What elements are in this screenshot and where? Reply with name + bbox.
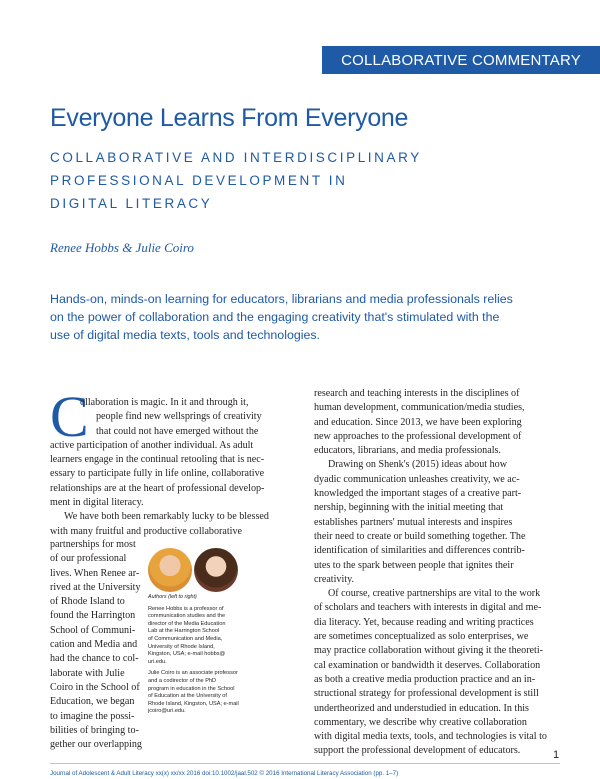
subtitle-line: DIGITAL LITERACY bbox=[50, 196, 213, 211]
drop-cap: C bbox=[50, 384, 89, 449]
body-line: establishes partners' mutual interests and inspires bbox=[314, 516, 513, 528]
body-line: nership, beginning with the initial meeting that bbox=[314, 502, 504, 514]
body-line: active participation of another individual. As adult bbox=[50, 439, 254, 451]
bio-line: Renee Hobbs is a professor of bbox=[148, 605, 224, 612]
bio-line: of Communication and Media, bbox=[148, 635, 223, 642]
body-line: that could not have emerged without the bbox=[96, 425, 259, 437]
body-line: Coiro in the School of bbox=[50, 681, 140, 693]
body-line: ment in digital literacy. bbox=[50, 497, 144, 509]
author-photo-coiro bbox=[194, 548, 238, 592]
body-line: had the chance to col- bbox=[50, 653, 139, 665]
body-line: with many fruitful and productive collaborative bbox=[50, 525, 243, 537]
body-line: cal examination or bandwidth it deserves. Collaboration bbox=[314, 659, 541, 671]
journal-footer: Journal of Adolescent & Adult Literacy xx(x) xx/xx 2016 doi:10.1002/jaal.502 © 2016 International Literacy Association (pp. 1–7) bbox=[50, 770, 399, 777]
page-number: 1 bbox=[553, 749, 560, 761]
bio-line: uri.edu. bbox=[148, 658, 167, 665]
body-line: School of Communi- bbox=[50, 624, 136, 636]
body-line: creativity. bbox=[314, 573, 354, 585]
body-column-left bbox=[50, 396, 286, 539]
body-line: ollaboration is magic. In it and through it, bbox=[80, 397, 249, 408]
body-line: dyadic communication unleashes creativity, we ac- bbox=[314, 473, 520, 485]
body-line: Drawing on Shenk's (2015) ideas about how bbox=[328, 459, 507, 471]
body-line: partnerships for most bbox=[50, 539, 136, 550]
body-line: commentary, we describe why creative collaboration bbox=[314, 716, 527, 728]
body-line: of Rhode Island to bbox=[50, 596, 125, 608]
bio-line: of Education at the University of bbox=[148, 693, 227, 700]
author-bio-coiro bbox=[148, 670, 288, 716]
article-subtitle bbox=[50, 146, 470, 215]
body-column-right bbox=[314, 387, 548, 759]
body-line: support the professional development of educators. bbox=[314, 745, 521, 757]
body-line: rived at the University bbox=[50, 581, 141, 593]
body-line: bilities of bringing to- bbox=[50, 724, 139, 736]
body-line: of scholars and teachers with interests in digital and me- bbox=[314, 602, 542, 614]
body-line: structional strategy for professional development is still bbox=[314, 688, 539, 700]
body-line: found the Harrington bbox=[50, 610, 136, 622]
body-line: human development, communication/media studies, bbox=[314, 402, 525, 414]
author-photo-hobbs bbox=[148, 548, 192, 592]
body-line: and education. Since 2013, we have been exploring bbox=[314, 416, 522, 428]
abstract-line: Hands-on, minds-on learning for educators, librarians and media professionals relies bbox=[50, 292, 513, 306]
author-photos bbox=[148, 548, 248, 592]
body-line: identification of similarities and differences contrib- bbox=[314, 545, 525, 557]
body-line: research and teaching interests in the disciplines of bbox=[314, 388, 520, 399]
bio-line: Rhode Island, Kingston, USA; e-mail bbox=[148, 700, 239, 707]
bio-line: Lab at the Harrington School bbox=[148, 628, 220, 635]
bio-line: Julie Coiro is an associate professor bbox=[148, 670, 238, 677]
body-line: learners engage in the continual retooling that is nec- bbox=[50, 454, 265, 466]
body-line: with digital media texts, tools, and technologies is vital to bbox=[314, 731, 547, 743]
abstract-line: on the power of collaboration and the engaging creativity that's stimulated with the bbox=[50, 310, 500, 324]
abstract bbox=[50, 290, 560, 344]
body-line: Of course, creative partnerships are vital to the work bbox=[328, 588, 541, 600]
bio-line: University of Rhode Island, bbox=[148, 643, 215, 650]
body-line: utes to the spark between people that ignites their bbox=[314, 559, 514, 571]
body-line: as both a creative media production practice and an in- bbox=[314, 673, 536, 685]
body-line: new approaches to the professional development of bbox=[314, 430, 522, 442]
body-line: educators, librarians, and media professionals. bbox=[314, 445, 501, 457]
bio-line: director of the Media Education bbox=[148, 620, 226, 627]
body-line: are sometimes conceptualized as solo enterprises, we bbox=[314, 631, 529, 643]
author-bio-hobbs bbox=[148, 606, 288, 667]
author-byline: Renee Hobbs & Julie Coiro bbox=[50, 240, 194, 255]
body-line: essary to participate fully in life online, collaborative bbox=[50, 468, 265, 480]
body-line: relationships are at the heart of professional develop- bbox=[50, 482, 265, 494]
body-line: We have both been remarkably lucky to be blessed bbox=[64, 511, 269, 523]
subtitle-line: COLLABORATIVE AND INTERDISCIPLINARY bbox=[50, 150, 422, 165]
body-line: laborate with Julie bbox=[50, 667, 125, 679]
article-title: Everyone Learns From Everyone bbox=[50, 104, 409, 132]
bio-line: program in education in the School bbox=[148, 685, 235, 692]
body-line: people find new wellsprings of creativity bbox=[96, 411, 262, 423]
body-line: Education, we began bbox=[50, 696, 135, 708]
body-line: knowledged the important stages of a creative part- bbox=[314, 488, 522, 500]
subtitle-line: PROFESSIONAL DEVELOPMENT IN bbox=[50, 173, 348, 188]
body-column-narrow bbox=[50, 538, 142, 752]
footer-divider bbox=[50, 763, 560, 764]
section-banner: COLLABORATIVE COMMENTARY bbox=[322, 46, 600, 74]
body-line: lives. When Renee ar- bbox=[50, 567, 140, 579]
body-line: to imagine the possi- bbox=[50, 710, 135, 722]
body-line: gether our overlapping bbox=[50, 739, 142, 751]
bio-line: communication studies and the bbox=[148, 613, 226, 620]
author-sidebar bbox=[148, 548, 288, 716]
bio-line: and a codirector of the PhD bbox=[148, 677, 217, 684]
bio-line: Kingston, USA; e-mail hobbs@ bbox=[148, 651, 226, 658]
body-line: dia literacy. Yet, because reading and writing practices bbox=[314, 616, 534, 628]
body-line: may practice collaboration without giving it the theoreti- bbox=[314, 645, 544, 657]
body-line: of our professional bbox=[50, 553, 127, 565]
body-line: cation and Media and bbox=[50, 639, 138, 651]
bio-line: jcoiro@uri.edu. bbox=[148, 708, 186, 715]
abstract-line: use of digital media texts, tools and technologies. bbox=[50, 328, 321, 342]
body-line: undertheorized and understudied in education. In this bbox=[314, 702, 529, 714]
body-line: their need to create or build something together. The bbox=[314, 530, 526, 542]
photo-caption-label: Authors (left to right) bbox=[148, 594, 197, 600]
